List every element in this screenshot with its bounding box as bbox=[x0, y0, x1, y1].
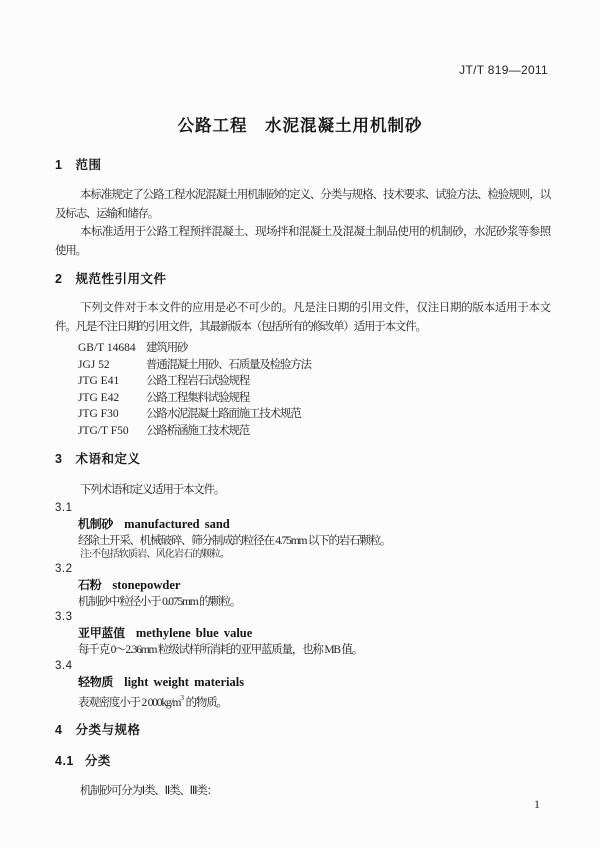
reference-code: JTG E41 bbox=[78, 375, 120, 388]
section-3-heading bbox=[55, 452, 140, 467]
page-title: 公路工程 水泥混凝土用机制砂 bbox=[177, 117, 423, 135]
term-name-zh: 亚甲蓝值 bbox=[78, 626, 125, 640]
section-4-heading bbox=[55, 723, 140, 738]
reference-code: GB/T 14684 bbox=[78, 342, 136, 354]
term-3-2-number: 3.2 bbox=[55, 563, 73, 575]
reference-row bbox=[78, 390, 548, 407]
page-number: 1 bbox=[534, 797, 540, 811]
term-3-1-definition: 经除土开采、机械破碎、筛分制成的粒径在 4.75mm 以下的岩石颗粒。 bbox=[78, 535, 391, 547]
text-line: 下列术语和定义适用于本文件。 bbox=[80, 484, 225, 496]
reference-title: 公路桥涵施工技术规范 bbox=[146, 424, 249, 437]
definition-text: 表观密度小于 2 000kg/m bbox=[78, 697, 181, 709]
term-name-en: light weight materials bbox=[124, 675, 245, 689]
reference-row bbox=[78, 340, 548, 357]
section-1-paragraph-1 bbox=[55, 186, 550, 224]
section-1-heading bbox=[55, 158, 101, 173]
text-line: 件。凡是不注日期的引用文件，其最新版本（包括所有的修改单）适用于本文件。 bbox=[55, 320, 426, 333]
text-line: 本标准规定了公路工程水泥混凝土用机制砂的定义、分类与规格、技术要求、试验方法、检验规则，以 bbox=[80, 189, 550, 201]
term-3-4-number: 3.4 bbox=[55, 660, 73, 672]
section-1-label: 范围 bbox=[75, 158, 102, 172]
reference-code: JGJ 52 bbox=[78, 358, 110, 371]
term-name-en: stonepowder bbox=[112, 578, 181, 592]
section-2-number: 2 bbox=[55, 272, 63, 286]
term-name-zh: 机制砂 bbox=[78, 517, 114, 531]
term-name-zh: 轻物质 bbox=[78, 675, 114, 689]
section-3-intro bbox=[55, 481, 550, 500]
reference-code: JTG F30 bbox=[78, 408, 119, 421]
section-3-number: 3 bbox=[55, 452, 63, 466]
term-name-en: methylene blue value bbox=[135, 626, 253, 640]
term-3-3-number: 3.3 bbox=[55, 611, 73, 623]
text-line: 及标志、运输和储存。 bbox=[55, 207, 158, 220]
section-4-label: 分类与规格 bbox=[75, 723, 141, 737]
references-list bbox=[78, 340, 548, 440]
definition-text: 的物质。 bbox=[183, 697, 227, 709]
reference-row bbox=[78, 406, 548, 423]
section-2-label: 规范性引用文件 bbox=[75, 272, 167, 286]
reference-title: 公路水泥混凝土路面施工技术规范 bbox=[146, 408, 301, 421]
term-3-1-name bbox=[78, 517, 230, 531]
section-1-number: 1 bbox=[55, 158, 63, 172]
unit-superscript: 3 bbox=[180, 693, 184, 702]
term-3-2-definition: 机制砂中粒径小于 0.075mm 的颗粒。 bbox=[78, 596, 241, 608]
term-3-4-name bbox=[78, 675, 244, 689]
reference-title: 建筑用砂 bbox=[146, 342, 188, 354]
reference-title: 公路工程集料试验规程 bbox=[146, 391, 249, 404]
term-3-1-number: 3.1 bbox=[55, 502, 73, 514]
standard-number: JT/T 819—2011 bbox=[459, 63, 548, 77]
section-4-1-number: 4.1 bbox=[55, 754, 74, 768]
section-4-paragraph-1 bbox=[55, 782, 550, 801]
reference-row bbox=[78, 373, 548, 390]
section-3-label: 术语和定义 bbox=[75, 452, 141, 466]
text-line: 使用。 bbox=[55, 244, 86, 257]
text-line: 下列文件对于本文件的应用是必不可少的。凡是注日期的引用文件，仅注日期的版本适用于本文 bbox=[80, 302, 550, 314]
term-name-zh: 石粉 bbox=[78, 578, 102, 592]
section-2-heading bbox=[55, 272, 166, 287]
reference-code: JTG E42 bbox=[78, 391, 120, 404]
section-4-1-heading bbox=[55, 754, 111, 769]
text-line: 机制砂可分为Ⅰ类、Ⅱ类、Ⅲ类： bbox=[80, 785, 217, 797]
term-3-4-definition bbox=[78, 690, 227, 711]
reference-title: 公路工程岩石试验规程 bbox=[146, 375, 249, 388]
reference-code: JTG/T F50 bbox=[78, 424, 129, 437]
text-line: 本标准适用于公路工程预拌混凝土、现场拌和混凝土及混凝土制品使用的机制砂，水泥砂浆等参照 bbox=[80, 226, 550, 238]
reference-title: 普通混凝土用砂、石质量及检验方法 bbox=[146, 358, 311, 371]
reference-row bbox=[78, 423, 548, 440]
section-4-number: 4 bbox=[55, 723, 63, 737]
term-3-1-note: 注:不包括软质岩、风化岩石的颗粒。 bbox=[80, 549, 230, 560]
term-3-3-definition: 每千克 0～2.36mm 粒级试样所消耗的亚甲蓝质量，也称 MB 值。 bbox=[78, 644, 363, 656]
section-1-paragraph-2 bbox=[55, 223, 550, 261]
term-name-en: manufactured sand bbox=[124, 517, 230, 531]
term-3-2-name bbox=[78, 578, 180, 592]
term-3-3-name bbox=[78, 626, 252, 640]
section-4-1-label: 分类 bbox=[84, 754, 111, 768]
reference-row bbox=[78, 357, 548, 374]
section-2-paragraph-1 bbox=[55, 299, 550, 337]
